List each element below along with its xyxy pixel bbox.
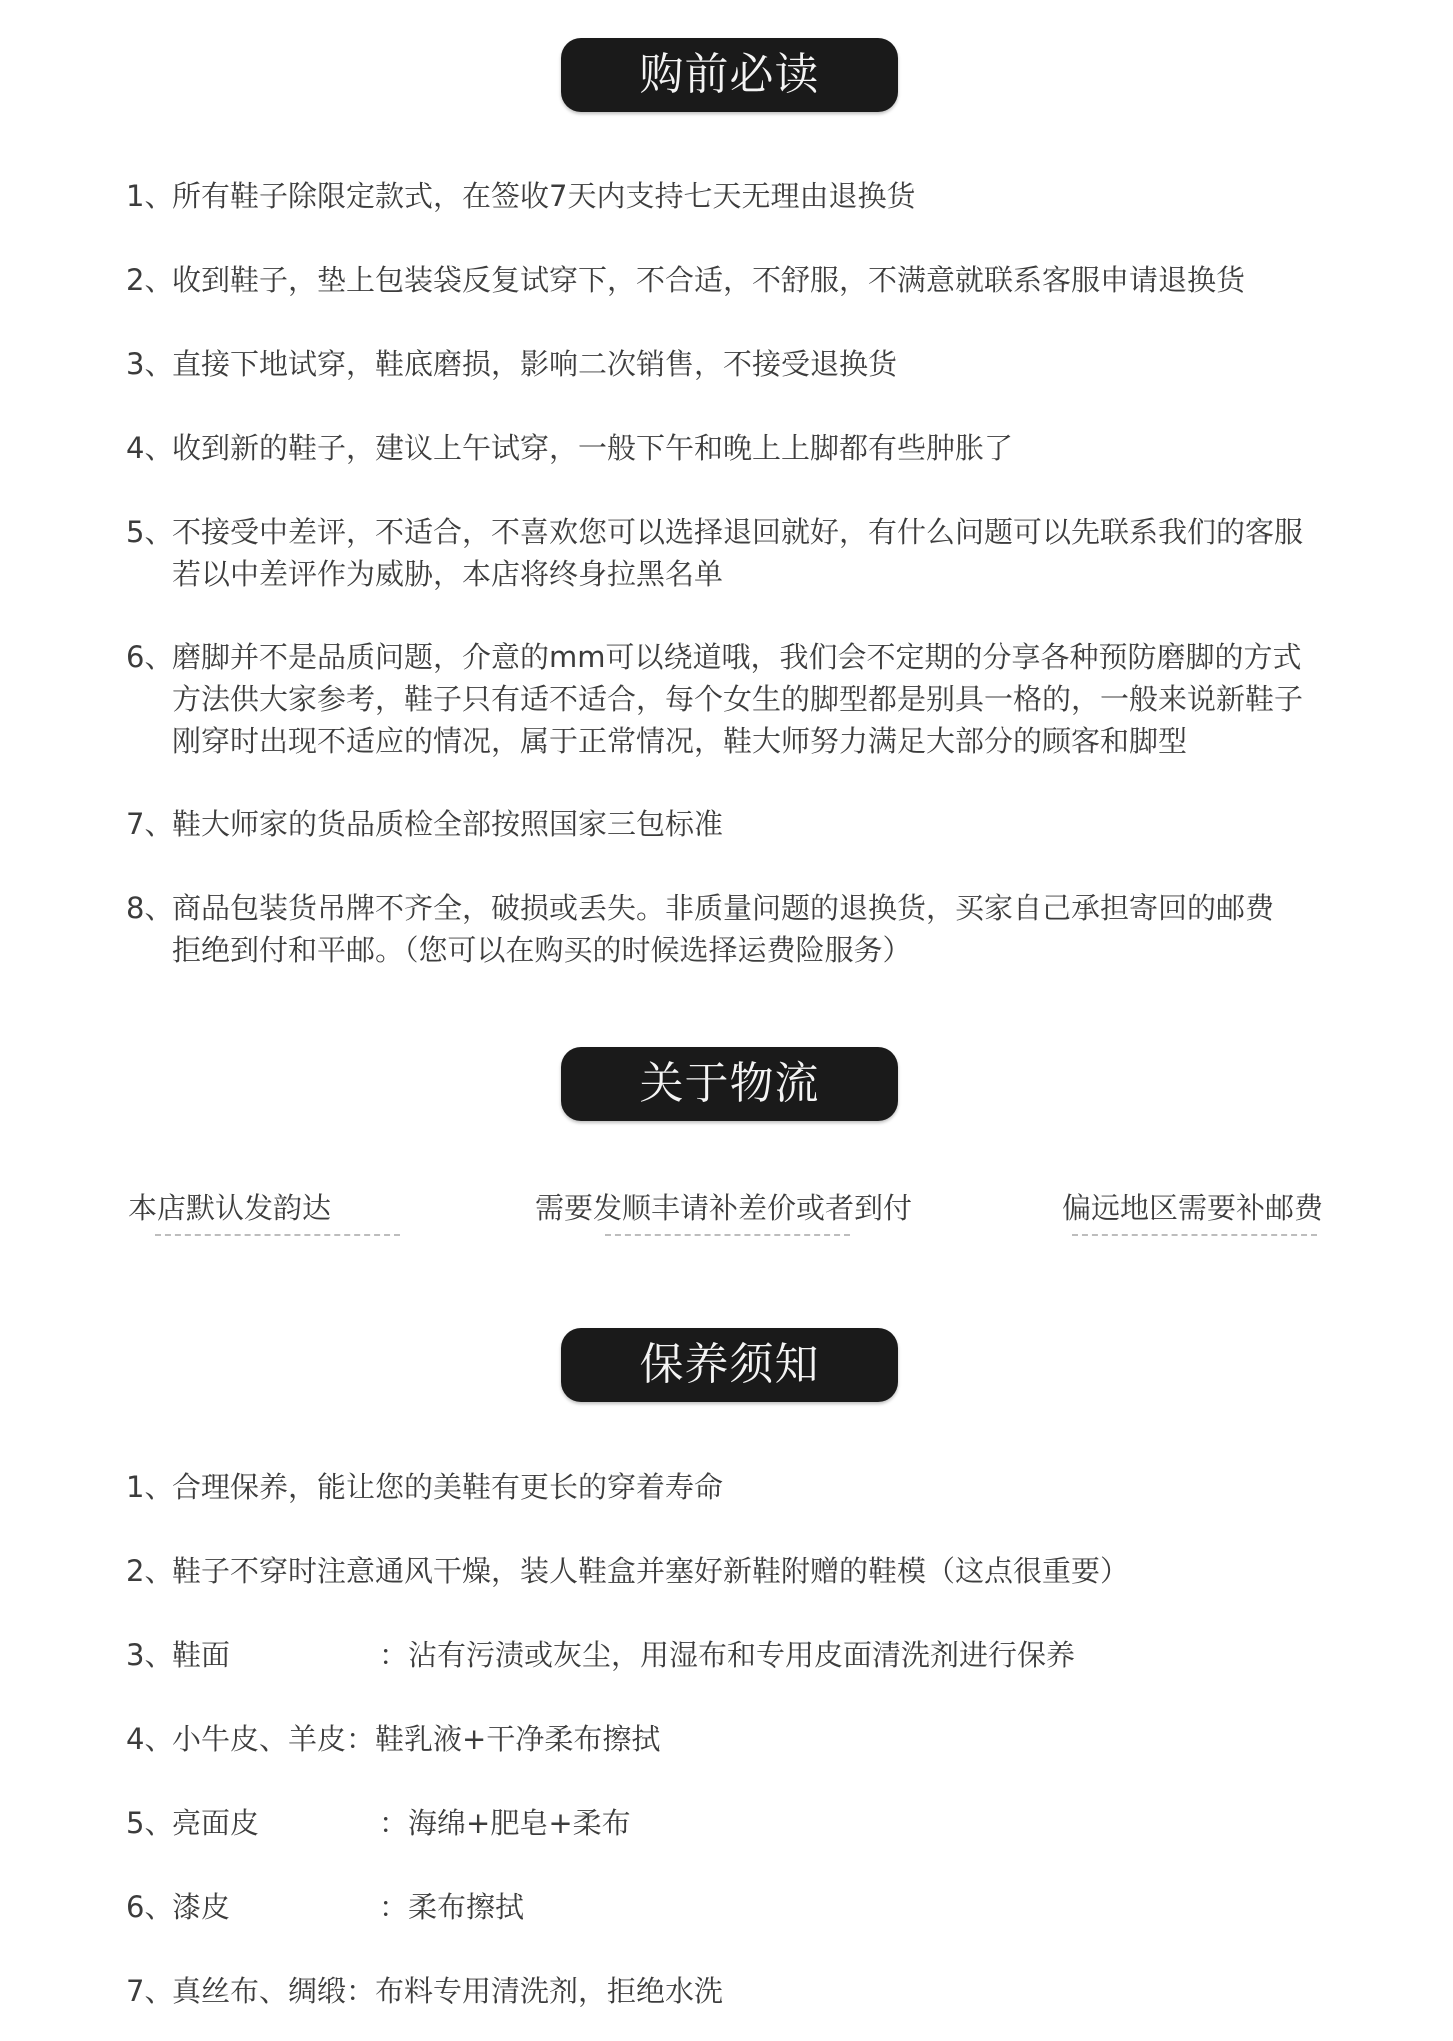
care-method: 布料专用清洗剂，拒绝水洗 (375, 1974, 724, 2008)
dashed-divider (155, 1234, 400, 1236)
item-number: 6、 (126, 1890, 174, 1924)
item-text (172, 1718, 1336, 1760)
care-material: 鞋面 (172, 1638, 231, 1672)
item-number: 1、 (126, 179, 174, 213)
separator: ： (379, 1890, 409, 1924)
logistics-note-default-carrier: 本店默认发韵达 (128, 1191, 332, 1225)
section-title-logistics: 关于物流 (561, 1047, 898, 1121)
care-method: 柔布擦拭 (408, 1890, 525, 1924)
item-number: 7、 (126, 1974, 174, 2008)
separator: ： (346, 1722, 376, 1756)
item-number: 2、 (126, 1554, 174, 1588)
item-text: 不接受中差评，不适合，不喜欢您可以选择退回就好，有什么问题可以先联系我们的客服 若以中差评作为威胁，本店将终身拉黑名单 (172, 515, 1304, 591)
care-method: 鞋乳液+干净柔布擦拭 (375, 1722, 661, 1756)
care-material: 真丝布、绸缎 (172, 1974, 347, 2008)
care-method: 沾有污渍或灰尘，用湿布和专用皮面清洗剂进行保养 (408, 1638, 1076, 1672)
section-title-care: 保养须知 (561, 1328, 898, 1402)
care-method: 海绵+肥皂+柔布 (408, 1806, 631, 1840)
item-text: 收到鞋子，垫上包装袋反复试穿下，不合适，不舒服，不满意就联系客服申请退换货 (172, 263, 1246, 297)
item-text (172, 1970, 1336, 2012)
item-text: 商品包装货吊牌不齐全，破损或丢失。非质量问题的退换货，买家自己承担寄回的邮费 拒绝到付和平邮。（您可以在购买的时候选择运费险服务） (172, 891, 1275, 967)
dashed-divider (605, 1234, 850, 1236)
separator: ： (379, 1638, 409, 1672)
item-text: 直接下地试穿，鞋底磨损，影响二次销售，不接受退换货 (172, 347, 898, 381)
dashed-divider (1072, 1234, 1317, 1236)
care-material: 亮面皮 (172, 1806, 260, 1840)
item-number: 4、 (126, 431, 174, 465)
item-text (172, 1634, 1336, 1676)
care-material: 小牛皮、羊皮 (172, 1722, 347, 1756)
item-number: 5、 (126, 515, 174, 549)
item-number: 8、 (126, 891, 174, 925)
item-number: 2、 (126, 263, 174, 297)
item-number: 5、 (126, 1806, 174, 1840)
item-text: 鞋子不穿时注意通风干燥，装人鞋盒并塞好新鞋附赠的鞋模（这点很重要） (172, 1554, 1130, 1588)
item-text: 收到新的鞋子，建议上午试穿，一般下午和晚上上脚都有些肿胀了 (172, 431, 1014, 465)
item-number: 3、 (126, 1638, 174, 1672)
care-material: 漆皮 (172, 1890, 231, 1924)
item-text: 鞋大师家的货品质检全部按照国家三包标准 (172, 807, 724, 841)
item-number: 1、 (126, 1470, 174, 1504)
item-text: 所有鞋子除限定款式，在签收7天内支持七天无理由退换货 (172, 179, 916, 213)
logistics-note-sf-express: 需要发顺丰请补差价或者到付 (535, 1191, 913, 1225)
logistics-note-remote-areas: 偏远地区需要补邮费 (1062, 1191, 1324, 1225)
item-text: 合理保养，能让您的美鞋有更长的穿着寿命 (172, 1470, 724, 1504)
item-text (172, 1886, 1336, 1928)
item-number: 7、 (126, 807, 174, 841)
section-title-before-purchase: 购前必读 (561, 38, 898, 112)
item-text (172, 1802, 1336, 1844)
item-text: 磨脚并不是品质问题，介意的mm可以绕道哦，我们会不定期的分享各种预防磨脚的方式 方法供大家参考，鞋子只有适不适合，每个女生的脚型都是别具一格的，一般来说新鞋子 刚穿时出现不适应的情况，属于正常情况，鞋大师努力满足大部分的顾客和脚型 (172, 640, 1304, 758)
item-number: 3、 (126, 347, 174, 381)
separator: ： (346, 1974, 376, 2008)
separator: ： (379, 1806, 409, 1840)
item-number: 6、 (126, 640, 174, 674)
item-number: 4、 (126, 1722, 174, 1756)
